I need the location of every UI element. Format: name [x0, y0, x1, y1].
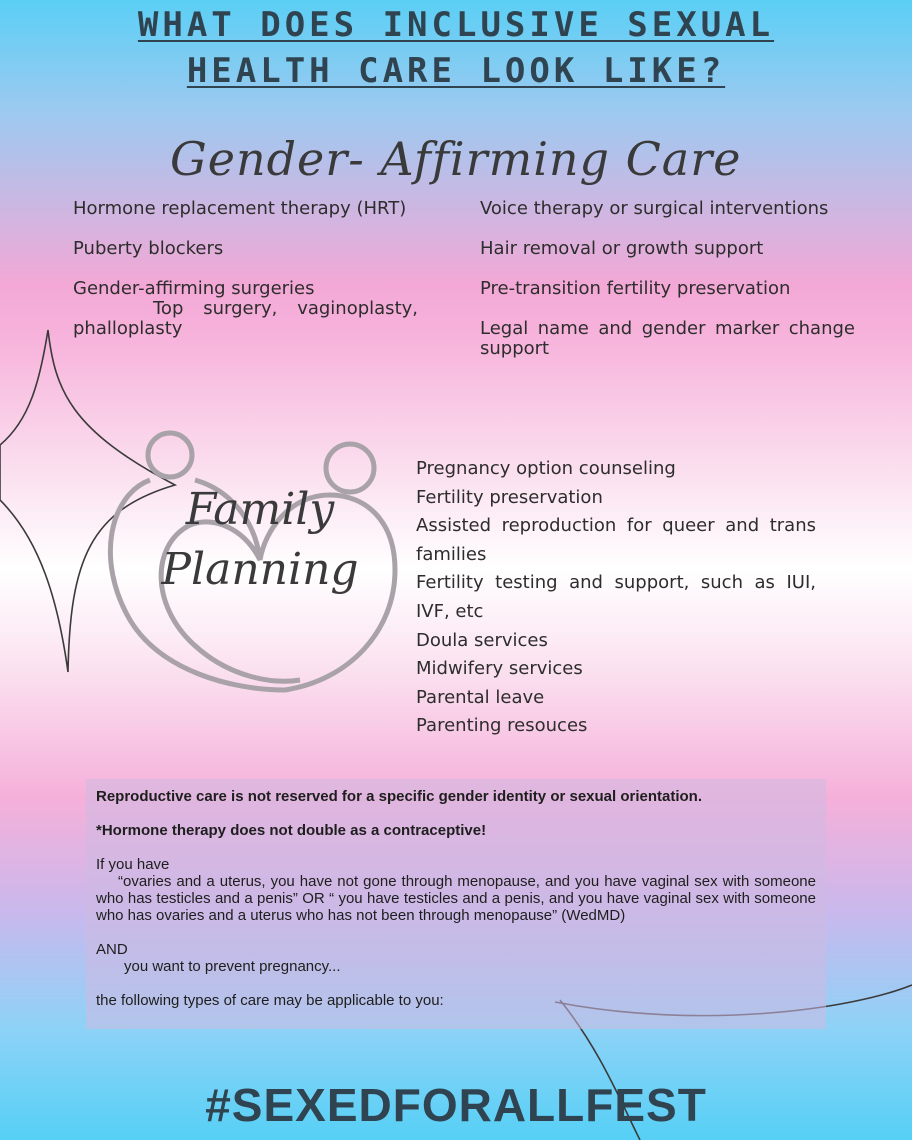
note-if-you-have: If you have — [96, 856, 170, 873]
title-line-1: WHAT DOES INCLUSIVE SEXUAL — [137, 5, 775, 45]
note-bold-statement: Reproductive care is not reserved for a specific gender identity or sexual orientation. — [96, 788, 703, 805]
note-hormone-warning: *Hormone therapy does not double as a contraceptive! — [96, 822, 487, 839]
surgeries-detail: Top surgery, vaginoplasty, phalloplasty — [73, 298, 418, 339]
note-text — [96, 788, 816, 1009]
family-planning-list — [416, 455, 816, 741]
hashtag-footer: #SEXEDFORALLFEST — [205, 1079, 707, 1131]
list-item: Pregnancy option counseling — [416, 458, 676, 479]
page-title — [0, 2, 912, 94]
gender-affirming-heading: Gender- Affirming Care — [170, 132, 742, 186]
gender-affirming-left-column — [73, 199, 418, 359]
list-item: Assisted reproduction for queer and trans families — [416, 515, 816, 565]
note-following: the following types of care may be applicable to you: — [96, 992, 444, 1009]
family-planning-heading — [140, 480, 380, 600]
list-item: Parenting resouces — [416, 715, 588, 737]
list-item: Parental leave — [416, 686, 545, 708]
list-item: Midwifery services — [416, 658, 583, 680]
list-item-fertility: Pre-transition fertility preservation — [480, 278, 791, 299]
family-planning-heading-line-1: Family — [185, 484, 335, 535]
note-prevent: you want to prevent pregnancy... — [124, 958, 341, 975]
title-line-2: HEALTH CARE LOOK LIKE? — [186, 51, 726, 91]
list-item-legal: Legal name and gender marker change support — [480, 318, 855, 359]
list-item-surgeries — [73, 279, 418, 339]
list-item-hair: Hair removal or growth support — [480, 238, 764, 259]
list-item: Fertility preservation — [416, 486, 603, 508]
note-and: AND — [96, 941, 128, 958]
family-planning-heading-line-2: Planning — [161, 544, 359, 595]
list-item-voice: Voice therapy or surgical interventions — [480, 198, 829, 219]
list-item-hrt: Hormone replacement therapy (HRT) — [73, 198, 407, 219]
list-item-puberty-blockers: Puberty blockers — [73, 238, 224, 259]
surgeries-label: Gender-affirming surgeries — [73, 278, 315, 299]
gender-affirming-right-column — [480, 199, 855, 379]
note-quote: “ovaries and a uterus, you have not gone through menopause, and you have vaginal sex with someone who has testicles and a penis” OR “ you have testicles and a penis, and you have vaginal sex with someone who has ovaries and a uterus who has not been through menopause” (WedMD) — [96, 873, 816, 924]
list-item: Fertility testing and support, such as IUI, IVF, etc — [416, 572, 816, 622]
list-item: Doula services — [416, 629, 548, 651]
